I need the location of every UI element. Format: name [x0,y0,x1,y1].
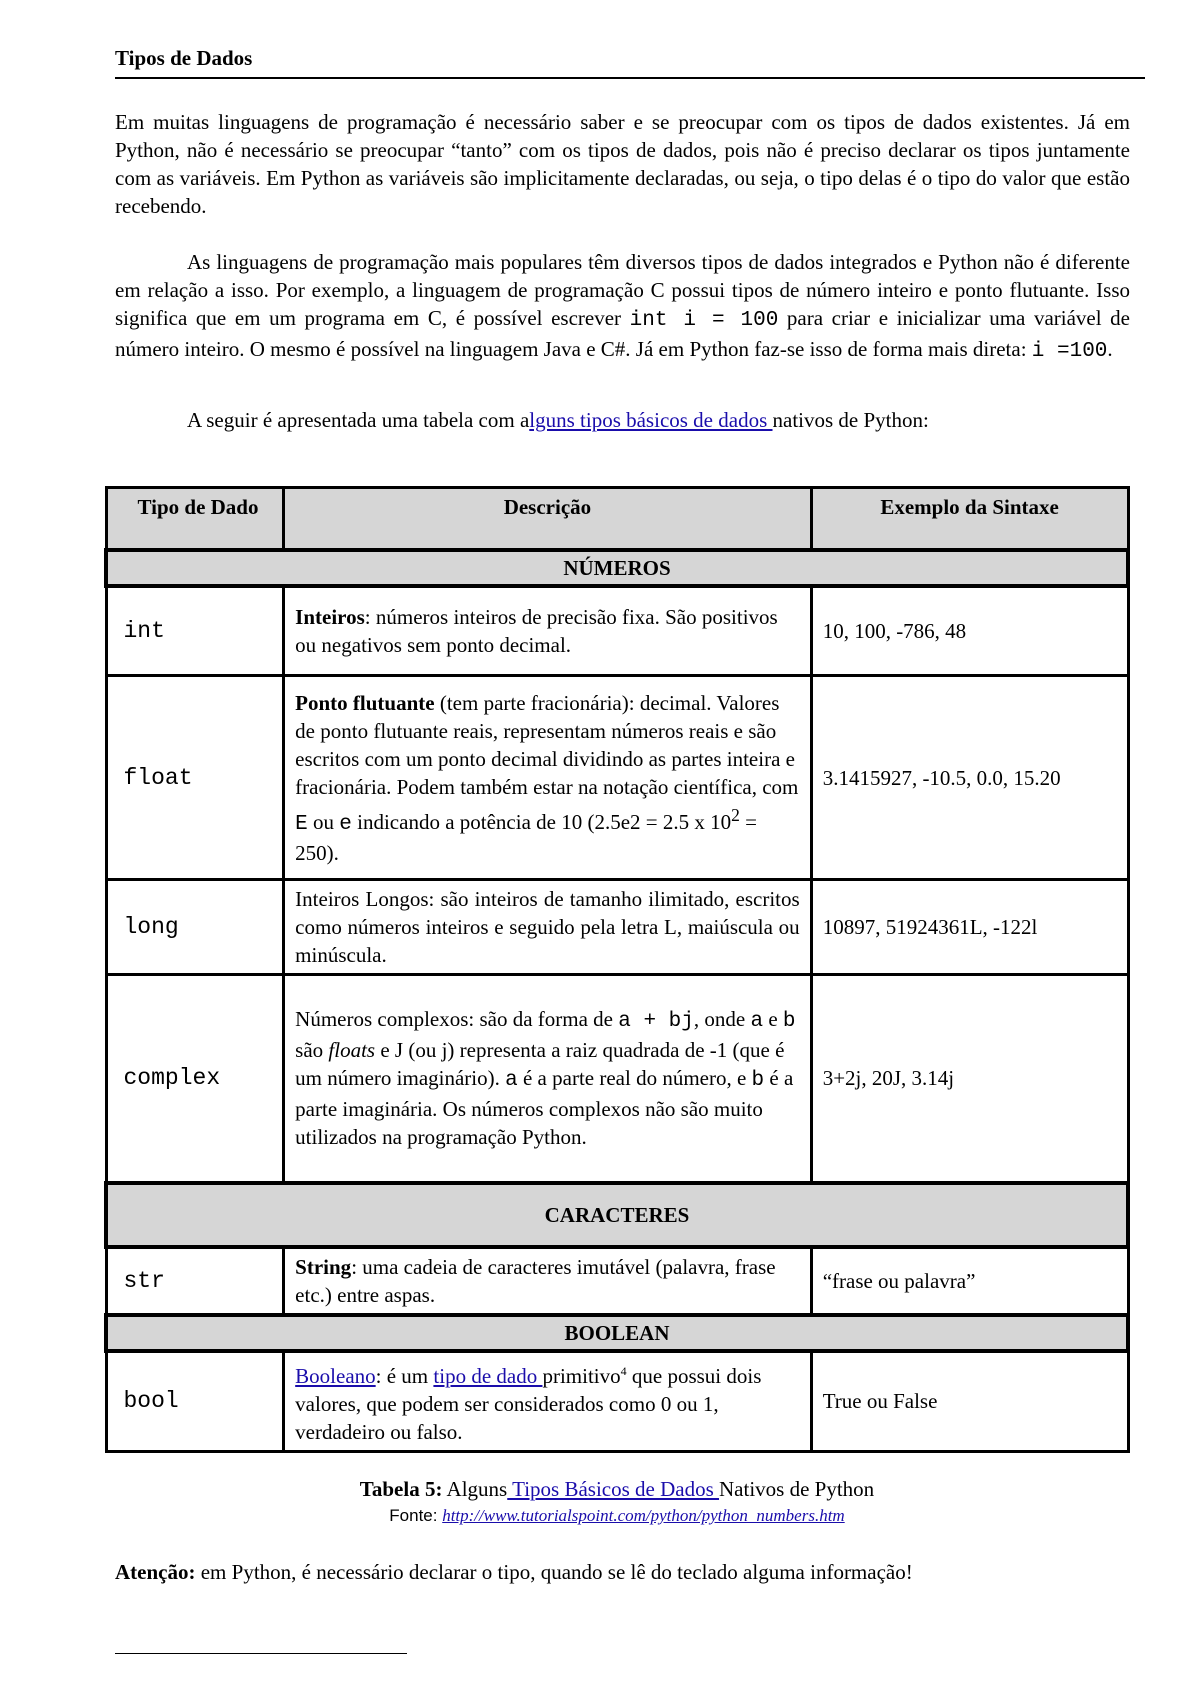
desc-float: Ponto flutuante (tem parte fracionária): decimal. Valores de ponto flutuante reais, representam números reais e são escritos com um ponto decimal dividindo as partes inteira e fracionária. Podem também estar na notação científica, com E ou e indicando a potência de 10 (2.5e2 = 2.5 x $10^2 = 250$). [284,676,812,880]
type-long: long [106,880,284,975]
desc-long: Inteiros Longos: são inteiros de tamanho ilimitado, escritos como números inteiros e seguido pela letra L, maiúscula ou minúscula. [284,880,812,975]
intro-paragraph-1: Em muitas linguagens de programação é necessário saber e se preocupar com os tipos de dados existentes. Já em Python, não é necessário se preocupar “tanto” com os tipos de dados, pois não é preciso declarar os tipos juntamente com as variáveis. Em Python as variáveis são implicitamente declaradas, ou seja, o tipo delas é o tipo do valor que estão recebendo. [115,110,1130,218]
table-row [106,586,1128,676]
table-header-row [106,488,1128,550]
desc-bool: Booleano: é um tipo de dado primitivo$^4$ que possui dois valores, que podem ser considerados como 0 ou 1, verdadeiro ou falso. [284,1351,812,1452]
footnote-separator [115,1653,407,1654]
code-int-example: int i = 100 [629,309,779,332]
footnote-ref: 4 [620,1363,627,1378]
header-type: Tipo de Dado [106,488,284,550]
table-row [106,880,1128,975]
code-python-example: i =100 [1031,340,1108,363]
caption-link[interactable]: Tipos Básicos de Dados [507,1477,720,1501]
data-type-link[interactable]: tipo de dado [433,1363,543,1388]
header-description: Descrição [284,488,812,550]
example-str: “frase ou palavra” [811,1247,1128,1315]
type-int: int [106,586,284,676]
header-example: Exemplo da Sintaxe [811,488,1128,550]
desc-int: Inteiros: números inteiros de precisão fixa. São positivos ou negativos sem ponto decimal. [284,586,812,676]
data-types-table [104,486,1130,1453]
desc-complex: Números complexos: são da forma de a + bj, onde a e b são floats e J (ou j) representa a raiz quadrada de -1 (que é um número imaginário). a é a parte real do número, e b é a parte imaginária. Os números complexos não são muito utilizados na programação Python. [284,975,812,1183]
p2-text-c: . [1107,337,1113,361]
intro-paragraph-2 [115,248,1130,366]
p2-text-b: para criar e inicializar uma variável de número inteiro. O mesmo é possível na linguagem Java e C#. Já em Python faz-se isso de forma mais direta: [115,306,1131,361]
example-bool: True ou False [811,1351,1128,1452]
attention-note: Atenção: em Python, é necessário declarar o tipo, quando se lê do teclado alguma informação! [115,1560,913,1584]
type-bool: bool [106,1351,284,1452]
desc-str: String: uma cadeia de caracteres imutável (palavra, frase etc.) entre aspas. [284,1247,812,1315]
p3-text-a: A seguir é apresentada uma tabela com a [187,408,530,432]
section-row-boolean [106,1315,1128,1351]
intro-paragraph-3 [115,406,1130,434]
table-caption: Tabela 5: Alguns Tipos Básicos de Dados Nativos de Python [359,1477,875,1501]
type-complex: complex [106,975,284,1183]
type-str: str [106,1247,284,1315]
section-row-characters [106,1183,1128,1247]
example-complex: 3+2j, 20J, 3.14j [811,975,1128,1183]
section-row-numbers [106,550,1128,586]
basic-types-link[interactable]: lguns tipos básicos de dados [529,408,773,432]
table-row [106,1247,1128,1315]
example-int: 10, 100, -786, 48 [811,586,1128,676]
example-float: 3.1415927, -10.5, 0.0, 15.20 [811,676,1128,880]
example-long: 10897, 51924361L, -122l [811,880,1128,975]
table-row [106,1351,1128,1452]
section-characters: CARACTERES [106,1183,1128,1247]
table-source: Fonte: http://www.tutorialspoint.com/python/python_numbers.htm [389,1506,845,1525]
source-url-link[interactable]: http://www.tutorialspoint.com/python/python_numbers.htm [442,1506,845,1525]
section-numbers: NÚMEROS [106,550,1128,586]
table-row [106,676,1128,880]
table-row [106,975,1128,1183]
p2-text-a: As linguagens de programação mais populares têm diversos tipos de dados integrados e Python não é diferente em relação a isso. Por exemplo, a linguagem de programação C possui tipos de número inteiro e ponto flutuante. Isso significa que em um programa em C, é possível escrever [115,250,1130,330]
section-boolean: BOOLEAN [106,1315,1128,1351]
running-header: Tipos de Dados [115,46,1145,79]
type-float: float [106,676,284,880]
boolean-link[interactable]: Booleano [295,1363,376,1388]
p3-text-b: nativos de Python: [772,408,929,432]
